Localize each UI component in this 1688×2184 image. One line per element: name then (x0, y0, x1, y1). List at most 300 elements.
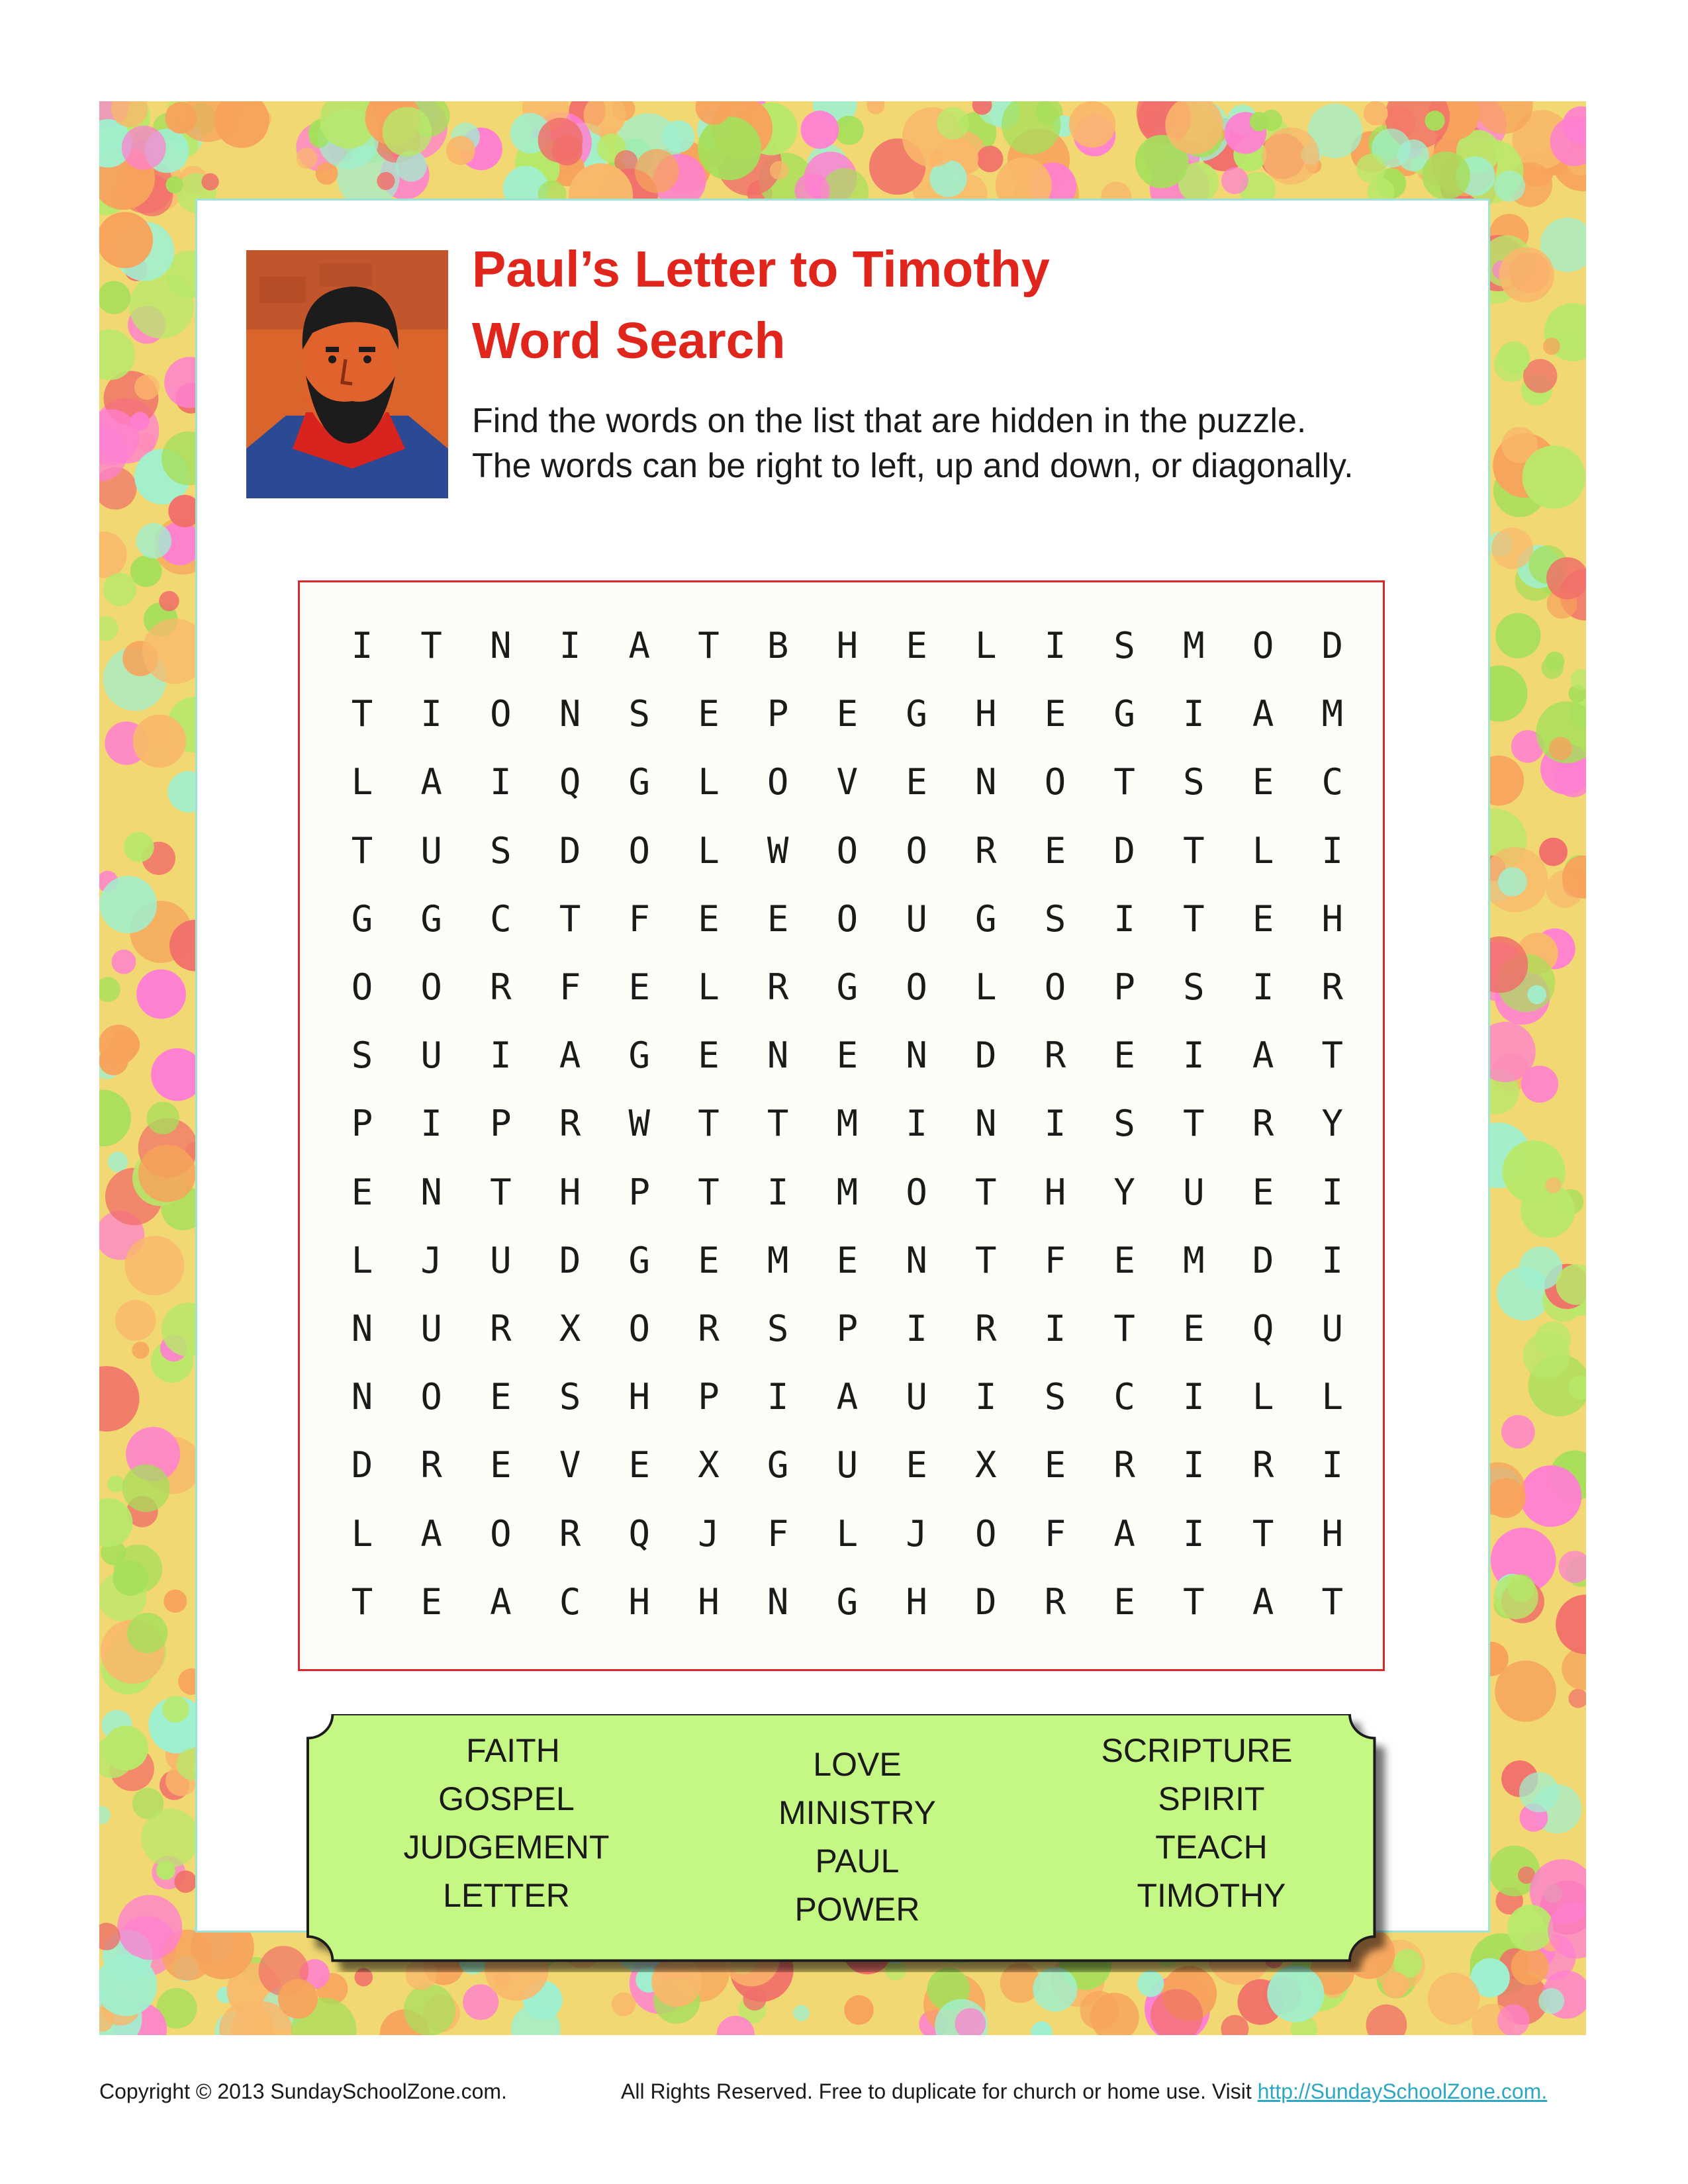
grid-letter: S (1113, 625, 1135, 666)
grid-letter: S (1044, 1376, 1066, 1418)
polka-dot (1497, 2005, 1529, 2036)
polka-dot (165, 102, 197, 134)
grid-letter: A (1252, 1034, 1274, 1077)
grid-letter: L (698, 829, 720, 872)
grid-letter: O (1044, 966, 1066, 1008)
grid-letter: U (836, 1444, 859, 1486)
polka-dot (124, 832, 154, 862)
grid-letter: E (1252, 1171, 1274, 1213)
polka-dot (130, 412, 149, 430)
grid-letter: R (767, 966, 789, 1008)
polka-dot (1501, 1415, 1535, 1449)
grid-letter: E (490, 1376, 512, 1418)
grid-letter: G (975, 897, 997, 940)
grid-letter: U (1183, 1171, 1205, 1213)
grid-letter: T (1252, 1512, 1274, 1555)
polka-dot (146, 1102, 179, 1134)
grid-letter: G (836, 1580, 859, 1623)
grid-letter: I (490, 761, 512, 803)
grid-letter: M (836, 1103, 859, 1145)
polka-dot (793, 2005, 810, 2021)
grid-letter: B (767, 625, 789, 666)
grid-letter: I (1183, 693, 1205, 735)
grid-letter: P (1113, 966, 1135, 1008)
grid-letter: S (351, 1034, 373, 1077)
polka-dot (1366, 2005, 1407, 2035)
grid-letter: E (1183, 1308, 1205, 1349)
polka-dot (844, 1995, 874, 2025)
grid-letter: P (490, 1103, 512, 1145)
grid-letter: I (1321, 1171, 1344, 1213)
grid-letter: T (1113, 1308, 1135, 1349)
grid-letter: U (420, 1034, 442, 1077)
polka-dot (1545, 651, 1564, 670)
grid-row (300, 1582, 1383, 1622)
polka-dot (174, 1870, 197, 1893)
polka-dot (159, 591, 179, 612)
grid-letter: E (490, 1444, 512, 1486)
polka-dot (132, 1342, 149, 1359)
grid-letter: W (628, 1103, 651, 1145)
polka-dot (136, 970, 186, 1019)
grid-letter: A (559, 1034, 581, 1077)
grid-letter: F (1044, 1512, 1066, 1555)
grid-letter: M (1183, 1239, 1205, 1281)
polka-dot (115, 1300, 156, 1341)
polka-dot (1495, 613, 1540, 658)
grid-letter: I (1044, 1103, 1066, 1145)
grid-letter: O (351, 966, 373, 1008)
polka-dot (107, 1476, 124, 1492)
grid-letter: F (1044, 1239, 1066, 1281)
word-list-item: TEACH (1155, 1829, 1268, 1866)
polka-dot (162, 1696, 189, 1723)
grid-letter: E (1252, 897, 1274, 940)
grid-letter: R (698, 1308, 720, 1349)
polka-dot (99, 212, 153, 268)
grid-letter: L (351, 761, 373, 803)
polka-dot (1499, 248, 1554, 302)
grid-letter: H (698, 1580, 720, 1623)
polka-dot (1498, 867, 1527, 896)
grid-letter: T (1113, 761, 1135, 803)
grid-letter: G (628, 1034, 651, 1077)
grid-row (300, 1036, 1383, 1075)
polka-dot (278, 1979, 318, 2019)
polka-dot (867, 101, 884, 114)
grid-letter: T (490, 1171, 512, 1213)
polka-dot (1137, 1970, 1164, 1997)
grid-letter: R (975, 829, 997, 872)
polka-dot (770, 161, 788, 179)
polka-dot (446, 136, 475, 165)
grid-letter: O (628, 829, 651, 872)
grid-letter: N (906, 1034, 927, 1077)
grid-letter: C (490, 897, 512, 940)
grid-letter: L (698, 966, 720, 1008)
grid-letter: T (351, 693, 373, 735)
grid-letter: J (420, 1239, 442, 1281)
grid-letter: O (490, 1512, 512, 1555)
polka-dot (612, 1992, 635, 2016)
grid-letter: V (836, 761, 859, 803)
grid-letter: A (1113, 1512, 1135, 1555)
grid-letter: A (490, 1580, 512, 1623)
grid-letter: H (975, 693, 997, 735)
grid-letter: E (698, 693, 720, 735)
polka-dot (113, 1561, 148, 1596)
grid-letter: S (1183, 966, 1205, 1008)
polka-dot (111, 950, 136, 974)
polka-dot (99, 1090, 131, 1147)
grid-letter: R (975, 1308, 997, 1349)
grid-letter: R (490, 966, 512, 1008)
grid-letter: T (1183, 1103, 1205, 1145)
grid-letter: P (351, 1103, 373, 1145)
grid-letter: H (559, 1171, 581, 1213)
grid-letter: T (1183, 829, 1205, 872)
grid-letter: R (559, 1512, 581, 1555)
grid-letter: E (836, 1034, 859, 1077)
grid-letter: R (1044, 1034, 1066, 1077)
grid-row (300, 899, 1383, 939)
grid-letter: L (1252, 829, 1274, 872)
grid-letter: O (975, 1512, 997, 1555)
copyright-notice: Copyright © 2013 SundaySchoolZone.com. (99, 2079, 507, 2103)
grid-letter: J (698, 1512, 720, 1555)
polka-dot (1519, 1246, 1563, 1290)
grid-letter: U (420, 829, 442, 872)
polka-dot (165, 176, 183, 193)
page-subtitle: Word Search (472, 312, 786, 369)
polka-dot (201, 173, 218, 191)
grid-letter: H (628, 1580, 651, 1623)
polka-dot (1549, 737, 1572, 760)
grid-letter: F (767, 1512, 789, 1555)
word-list-item: LOVE (813, 1746, 902, 1783)
grid-letter: X (975, 1444, 997, 1486)
grid-letter: N (351, 1308, 373, 1349)
grid-letter: E (836, 693, 859, 735)
grid-letter: U (906, 897, 927, 940)
grid-letter: E (698, 1239, 720, 1281)
polka-dot (1546, 1177, 1562, 1193)
instructions-line-2: The words can be right to left, up and down, or diagonally. (472, 447, 1354, 485)
grid-letter: E (698, 897, 720, 940)
polka-dot (1521, 1066, 1558, 1103)
grid-letter: I (1183, 1444, 1205, 1486)
polka-dot (130, 555, 162, 587)
grid-letter: M (1183, 625, 1205, 666)
grid-letter: J (906, 1512, 927, 1555)
grid-letter: I (767, 1171, 789, 1213)
grid-letter: T (975, 1239, 997, 1281)
grid-letter: T (1321, 1580, 1344, 1623)
grid-letter: C (559, 1580, 581, 1623)
grid-letter: T (559, 897, 581, 940)
paul-portrait-illustration (246, 250, 448, 498)
grid-letter: Y (1113, 1171, 1135, 1213)
grid-letter: R (559, 1103, 581, 1145)
polka-dot (1267, 1966, 1324, 2023)
grid-letter: O (420, 966, 442, 1008)
grid-letter: L (1252, 1376, 1274, 1418)
grid-letter: H (906, 1580, 927, 1623)
polka-dot (1364, 101, 1388, 126)
polka-dot (1033, 1967, 1077, 2011)
polka-dot (663, 120, 695, 153)
grid-letter: G (420, 897, 442, 940)
grid-row (300, 762, 1383, 802)
grid-letter: H (1044, 1171, 1066, 1213)
word-list-item: MINISTRY (778, 1794, 936, 1831)
grid-row (300, 694, 1383, 734)
grid-letter: Y (1321, 1103, 1344, 1145)
polka-dot (698, 116, 761, 180)
grid-letter: E (1044, 829, 1066, 872)
polka-dot (108, 1152, 128, 1172)
grid-letter: I (490, 1034, 512, 1077)
grid-letter: I (906, 1308, 927, 1349)
grid-letter: I (559, 625, 581, 666)
grid-letter: L (975, 625, 997, 666)
grid-letter: G (767, 1444, 789, 1486)
polka-dot (1539, 838, 1568, 866)
grid-letter: T (698, 625, 720, 666)
grid-letter: S (559, 1376, 581, 1418)
grid-letter: I (1044, 625, 1066, 666)
grid-letter: Q (628, 1512, 651, 1555)
word-list-box (301, 1714, 1400, 1972)
grid-letter: N (490, 625, 512, 666)
grid-letter: E (628, 966, 651, 1008)
grid-letter: O (1252, 625, 1274, 666)
grid-letter: C (1321, 761, 1344, 803)
polka-dot (1422, 152, 1470, 200)
grid-letter: H (1321, 1512, 1344, 1555)
grid-letter: E (906, 761, 927, 803)
grid-letter: X (698, 1444, 720, 1486)
grid-letter: Q (559, 761, 581, 803)
grid-row (300, 1173, 1383, 1212)
polka-dot (538, 118, 583, 163)
polka-dot (1250, 112, 1269, 131)
polka-dot (1538, 1988, 1564, 2014)
grid-letter: O (628, 1308, 651, 1349)
word-list-item: GOSPEL (438, 1780, 575, 1817)
grid-letter: M (1321, 693, 1344, 735)
grid-letter: N (975, 1103, 997, 1145)
grid-letter: O (906, 1171, 927, 1213)
polka-dot (1561, 334, 1577, 350)
polka-dot (99, 616, 118, 641)
polka-dot (1543, 338, 1560, 355)
grid-letter: F (559, 966, 581, 1008)
polka-dot (1520, 1465, 1581, 1527)
grid-row (300, 626, 1383, 666)
grid-row (300, 831, 1383, 871)
grid-letter: C (1113, 1376, 1135, 1418)
grid-letter: D (559, 829, 581, 872)
polka-dot (1491, 527, 1533, 569)
grid-letter: I (1183, 1034, 1205, 1077)
grid-letter: S (1183, 761, 1205, 803)
grid-letter: P (698, 1376, 720, 1418)
grid-letter: D (1321, 625, 1344, 666)
grid-letter: T (767, 1103, 789, 1145)
grid-letter: T (975, 1171, 997, 1213)
grid-letter: E (906, 625, 927, 666)
polka-dot (1428, 1973, 1480, 2025)
grid-letter: T (420, 625, 442, 666)
grid-letter: G (628, 1239, 651, 1281)
polka-dot (136, 523, 171, 559)
grid-letter: O (1044, 761, 1066, 803)
grid-letter: O (767, 761, 789, 803)
polka-dot (1031, 2021, 1053, 2035)
polka-dot (1523, 1332, 1570, 1379)
grid-letter: L (351, 1239, 373, 1281)
polka-dot (124, 1236, 184, 1295)
grid-letter: A (1252, 693, 1274, 735)
grid-letter: I (975, 1376, 997, 1418)
grid-letter: F (628, 897, 651, 940)
polka-dot (117, 1895, 182, 1960)
polka-dot (99, 977, 120, 1002)
grid-letter: G (836, 966, 859, 1008)
instructions-line-1: Find the words on the list that are hidden in the puzzle. (472, 402, 1307, 440)
grid-letter: U (1321, 1308, 1344, 1349)
grid-letter: I (1183, 1512, 1205, 1555)
grid-letter: I (1044, 1308, 1066, 1349)
grid-letter: P (628, 1171, 651, 1213)
grid-letter: I (1321, 829, 1344, 872)
grid-row (300, 968, 1383, 1007)
polka-dot (1493, 1574, 1538, 1619)
website-link[interactable]: http://SundaySchoolZone.com. (1257, 2079, 1548, 2103)
grid-letter: A (1252, 1580, 1274, 1623)
grid-letter: E (1113, 1239, 1135, 1281)
polka-dot (1559, 1551, 1587, 1583)
grid-row (300, 1377, 1383, 1417)
polka-dot (1498, 341, 1530, 374)
grid-letter: I (1113, 897, 1135, 940)
polka-dot (1507, 1905, 1554, 1951)
polka-dot (129, 274, 194, 339)
grid-letter: T (1321, 1034, 1344, 1077)
grid-letter: Q (1252, 1308, 1274, 1349)
grid-letter: A (420, 1512, 442, 1555)
word-list-item: SCRIPTURE (1101, 1732, 1293, 1769)
polka-dot (296, 148, 317, 169)
grid-letter: S (1113, 1103, 1135, 1145)
polka-dot (1568, 1689, 1586, 1708)
polka-dot (1519, 1772, 1560, 1813)
grid-letter: V (559, 1444, 581, 1486)
grid-letter: P (836, 1308, 859, 1349)
polka-dot (1069, 101, 1115, 148)
grid-letter: T (351, 829, 373, 872)
grid-letter: N (767, 1034, 789, 1077)
grid-letter: S (1044, 897, 1066, 940)
grid-letter: D (351, 1444, 373, 1486)
polka-dot (122, 1465, 170, 1512)
polka-dot (99, 1024, 138, 1064)
grid-letter: E (1113, 1580, 1135, 1623)
word-search-grid (298, 580, 1385, 1671)
polka-dot (99, 281, 130, 314)
polka-dot (1356, 154, 1385, 183)
grid-letter: G (1113, 693, 1135, 735)
grid-letter: R (1113, 1444, 1135, 1486)
grid-letter: G (351, 897, 373, 940)
polka-dot (99, 1366, 140, 1432)
grid-letter: O (836, 897, 859, 940)
page-title: Paul’s Letter to Timothy (472, 241, 1050, 298)
grid-letter: D (1252, 1239, 1274, 1281)
polka-dot (404, 1984, 455, 2035)
polka-dot (635, 149, 679, 193)
grid-row (300, 1241, 1383, 1281)
grid-letter: E (628, 1444, 651, 1486)
grid-letter: O (420, 1376, 442, 1418)
grid-letter: E (767, 897, 789, 940)
polka-dot (99, 531, 127, 578)
polka-dot (127, 1613, 167, 1653)
grid-letter: T (1183, 1580, 1205, 1623)
grid-row (300, 1445, 1383, 1485)
polka-dot (1523, 445, 1586, 509)
grid-letter: A (836, 1376, 859, 1418)
grid-letter: S (628, 693, 651, 735)
grid-letter: E (1044, 693, 1066, 735)
grid-letter: L (836, 1512, 859, 1555)
word-list-item: LETTER (443, 1877, 570, 1914)
grid-letter: M (767, 1239, 789, 1281)
grid-letter: E (351, 1171, 373, 1213)
grid-letter: I (420, 693, 442, 735)
grid-letter: L (1321, 1376, 1344, 1418)
polka-dot (1527, 985, 1546, 1005)
polka-dot (122, 126, 166, 170)
grid-letter: E (906, 1444, 927, 1486)
polka-dot (1262, 128, 1319, 185)
grid-letter: T (351, 1580, 373, 1623)
grid-letter: R (490, 1308, 512, 1349)
grid-letter: E (698, 1034, 720, 1077)
polka-dot (1521, 1183, 1575, 1238)
grid-letter: T (698, 1171, 720, 1213)
grid-letter: G (906, 693, 927, 735)
grid-letter: U (490, 1239, 512, 1281)
grid-letter: R (1252, 1444, 1274, 1486)
polka-dot (141, 1809, 200, 1868)
grid-letter: L (975, 966, 997, 1008)
grid-letter: R (1044, 1580, 1066, 1623)
grid-letter: H (836, 625, 859, 666)
polka-dot (138, 1145, 196, 1203)
polka-dot (1495, 1661, 1556, 1722)
grid-letter: O (906, 829, 927, 872)
grid-letter: I (1321, 1239, 1344, 1281)
grid-letter: T (1183, 897, 1205, 940)
grid-row (300, 1514, 1383, 1554)
polka-dot (99, 876, 157, 933)
polka-dot (801, 111, 839, 149)
word-list-item: FAITH (466, 1732, 560, 1769)
polka-dot (103, 573, 136, 606)
grid-letter: I (906, 1103, 927, 1145)
